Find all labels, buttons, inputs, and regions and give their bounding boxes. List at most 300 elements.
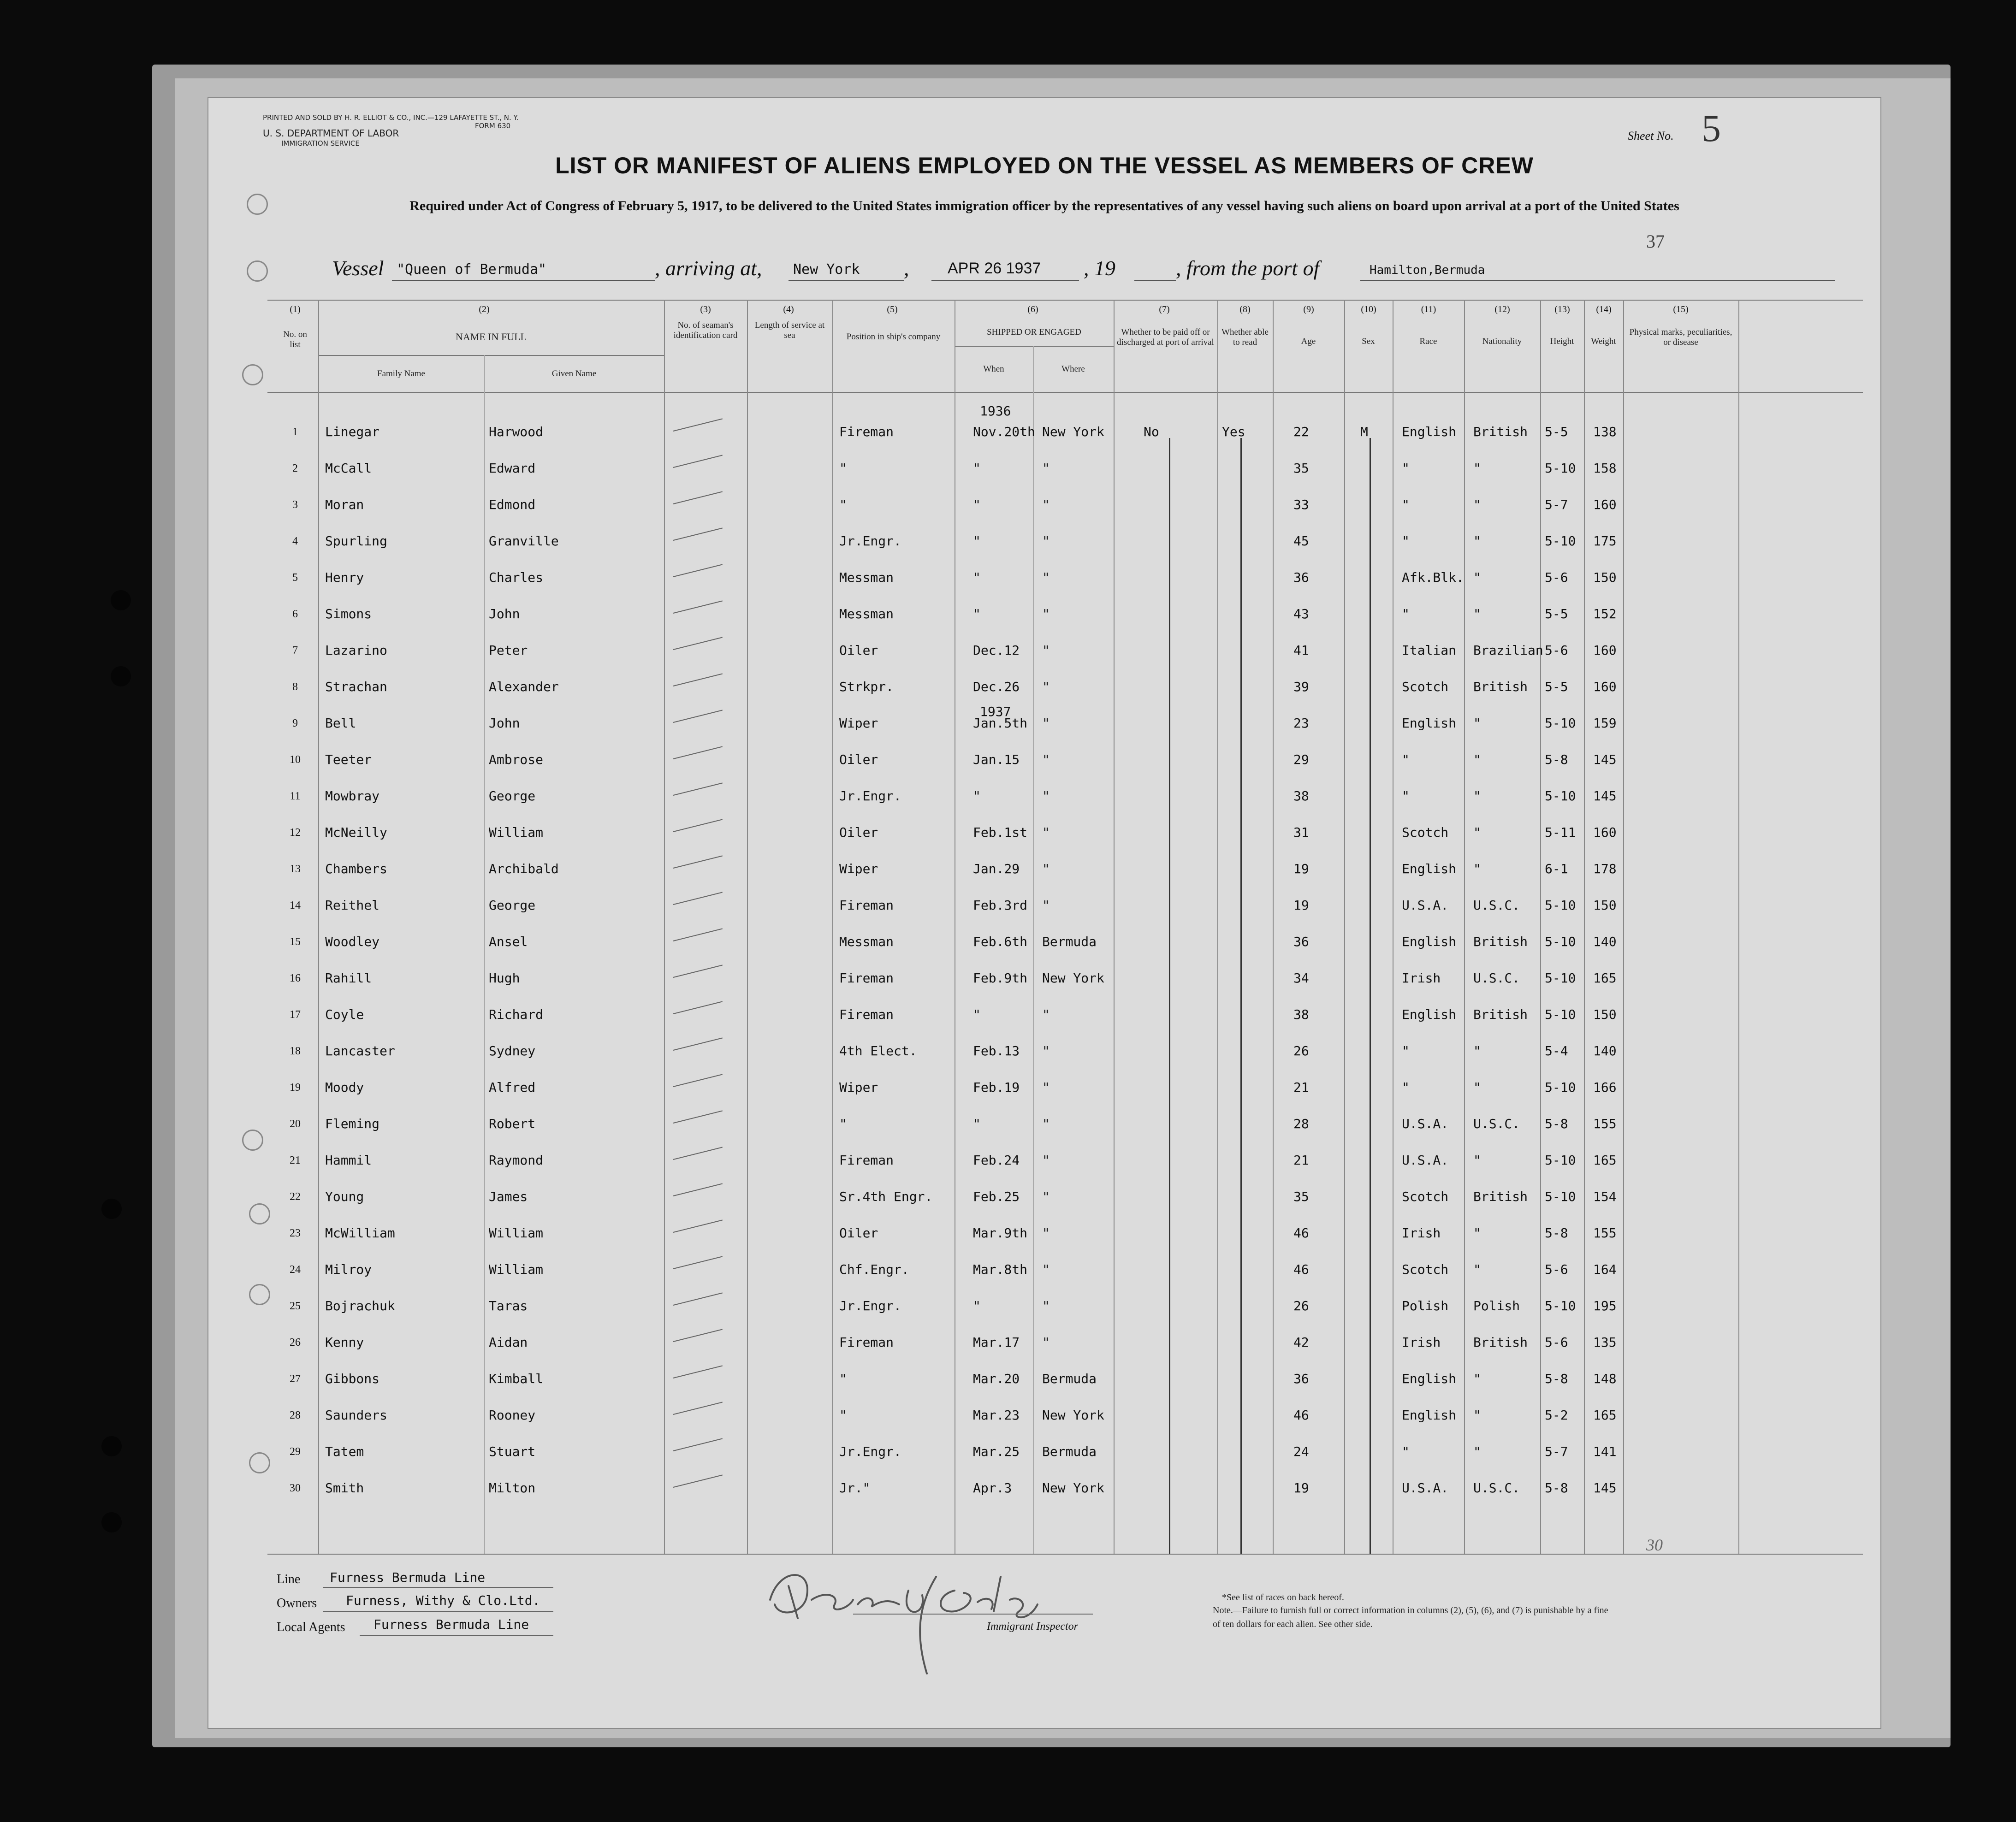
row-number: 22 [290, 1191, 301, 1203]
cell-race: U.S.A. [1402, 1153, 1449, 1168]
cell-weight: 148 [1593, 1371, 1617, 1386]
cell-race: " [1402, 788, 1410, 804]
ditto-line [1169, 438, 1170, 1554]
cell-nationality: " [1473, 1080, 1481, 1095]
col-number: (2) [479, 304, 490, 314]
cell-nationality: " [1473, 1371, 1481, 1386]
cell-where: " [1042, 1116, 1050, 1131]
cell-race: English [1402, 1007, 1457, 1022]
cell-height: 5-7 [1545, 497, 1568, 512]
cell-where: New York [1042, 1480, 1104, 1496]
cell-weight: 166 [1593, 1080, 1617, 1095]
cell-height: 5-6 [1545, 643, 1568, 658]
cell-when: Mar.9th [973, 1225, 1028, 1241]
cell-age: 22 [1293, 424, 1309, 439]
cell-age: 36 [1293, 570, 1309, 585]
id-card-dash [673, 1147, 723, 1160]
cell-nationality: " [1473, 570, 1481, 585]
cell-when: Feb.19 [973, 1080, 1020, 1095]
year-label: , 19 [1084, 256, 1115, 280]
cell-position: Messman [839, 606, 894, 621]
cell-position: Oiler [839, 643, 878, 658]
row-number: 19 [290, 1082, 301, 1094]
cell-when: " [973, 1116, 981, 1131]
id-card-dash [673, 418, 723, 432]
cell-given: Robert [489, 1116, 536, 1131]
cell-family: Smith [325, 1480, 364, 1496]
cell-given: Stuart [489, 1444, 536, 1459]
row-number: 5 [292, 572, 298, 584]
row-number: 16 [290, 972, 301, 984]
cell-height: 5-8 [1545, 1116, 1568, 1131]
row-number: 15 [290, 936, 301, 948]
row-number: 13 [290, 863, 301, 875]
cell-height: 5-10 [1545, 1153, 1576, 1168]
cell-nationality: " [1473, 788, 1481, 804]
col-number: (4) [783, 304, 794, 314]
cell-family: Mowbray [325, 788, 380, 804]
cell-position: Fireman [839, 1335, 894, 1350]
id-card-dash [673, 1074, 723, 1087]
col-rule [1623, 300, 1624, 1554]
punch-ring [242, 1130, 263, 1151]
row-number: 9 [292, 717, 298, 729]
cell-height: 5-6 [1545, 1335, 1568, 1350]
cell-where: New York [1042, 424, 1104, 439]
cell-family: Simons [325, 606, 372, 621]
header-able-read: Whether able to read [1221, 327, 1269, 347]
cell-nationality: " [1473, 1043, 1481, 1059]
cell-race: English [1402, 1408, 1457, 1423]
cell-where: " [1042, 533, 1050, 549]
cell-height: 5-5 [1545, 606, 1568, 621]
cell-family: Spurling [325, 533, 387, 549]
cell-when: " [973, 1007, 981, 1022]
vessel-label: Vessel [332, 256, 384, 280]
cell-given: Raymond [489, 1153, 544, 1168]
header-name-in-full: NAME IN FULL [456, 331, 527, 343]
col-number: (11) [1421, 304, 1436, 314]
cell-height: 5-10 [1545, 1007, 1576, 1022]
page-subtitle: Required under Act of Congress of February 5, 1917, to be delivered to the United States immigration officer by the representatives of any vessel having such aliens on board upon arrival at a port of the United States [409, 198, 1679, 213]
cell-height: 5-5 [1545, 679, 1568, 694]
cell-family: Henry [325, 570, 364, 585]
from-label: , from the port of [1176, 256, 1320, 280]
cell-weight: 158 [1593, 461, 1617, 476]
col-number: (13) [1554, 304, 1570, 314]
cell-given: John [489, 716, 520, 731]
cell-nationality: " [1473, 752, 1481, 767]
cell-weight: 150 [1593, 570, 1617, 585]
col-number: (1) [290, 304, 301, 314]
name-subheader-rule [318, 355, 664, 356]
cell-nationality: " [1473, 1153, 1481, 1168]
cell-weight: 160 [1593, 643, 1617, 658]
agents-value: Furness Bermuda Line [374, 1617, 529, 1632]
cell-family: Teeter [325, 752, 372, 767]
cell-nationality: " [1473, 497, 1481, 512]
from-port: Hamilton,Bermuda [1370, 263, 1485, 277]
cell-race: " [1402, 497, 1410, 512]
cell-age: 28 [1293, 1116, 1309, 1131]
cell-when: Feb.24 [973, 1153, 1020, 1168]
cell-when: " [973, 1298, 981, 1313]
cell-given: Harwood [489, 424, 544, 439]
cell-weight: 150 [1593, 898, 1617, 913]
cell-where: " [1042, 898, 1050, 913]
cell-position: " [839, 1408, 847, 1423]
cell-family: Strachan [325, 679, 387, 694]
binder-hole [101, 1436, 122, 1456]
cell-when: Jan.29 [973, 861, 1020, 876]
vessel-underline [392, 280, 655, 281]
cell-nationality: U.S.C. [1473, 898, 1520, 913]
cell-race: U.S.A. [1402, 898, 1449, 913]
col-number: (6) [1027, 304, 1038, 314]
cell-position: Jr.Engr. [839, 788, 901, 804]
cell-when: Feb.3rd [973, 898, 1028, 913]
inspector-label: Immigrant Inspector [987, 1621, 1078, 1633]
col-rule [484, 355, 485, 1554]
cell-where: " [1042, 716, 1050, 731]
cell-where: " [1042, 570, 1050, 585]
id-card-dash [673, 1219, 723, 1233]
row-number: 25 [290, 1300, 301, 1312]
cell-age: 21 [1293, 1080, 1309, 1095]
cell-height: 5-8 [1545, 1371, 1568, 1386]
margin-number: 37 [1646, 231, 1665, 252]
cell-when: Dec.12 [973, 643, 1020, 658]
races-note: *See list of races on back hereof. [1222, 1592, 1344, 1603]
cell-given: Alfred [489, 1080, 536, 1095]
date-stamp: APR 26 1937 [948, 260, 1041, 277]
cell-weight: 150 [1593, 1007, 1617, 1022]
id-card-dash [673, 1329, 723, 1342]
cell-age: 36 [1293, 1371, 1309, 1386]
cell-where: " [1042, 643, 1050, 658]
cell-weight: 178 [1593, 861, 1617, 876]
row-number: 2 [292, 462, 298, 474]
cell-age: 31 [1293, 825, 1309, 840]
id-card-dash [673, 1474, 723, 1488]
cell-given: Edward [489, 461, 536, 476]
cell-when: Jan.15 [973, 752, 1020, 767]
cell-where: " [1042, 1298, 1050, 1313]
cell-age: 46 [1293, 1225, 1309, 1241]
cell-when: Mar.20 [973, 1371, 1020, 1386]
cell-age: 19 [1293, 898, 1309, 913]
cell-given: Rooney [489, 1408, 536, 1423]
cell-paid-off: No [1144, 424, 1159, 439]
cell-race: Irish [1402, 970, 1441, 986]
comma-label: , [904, 256, 909, 280]
cell-age: 26 [1293, 1043, 1309, 1059]
id-card-dash [673, 964, 723, 978]
cell-age: 29 [1293, 752, 1309, 767]
cell-given: James [489, 1189, 528, 1204]
cell-race: English [1402, 861, 1457, 876]
cell-race: Irish [1402, 1225, 1441, 1241]
id-card-dash [673, 782, 723, 796]
cell-where: " [1042, 461, 1050, 476]
cell-height: 5-8 [1545, 1225, 1568, 1241]
row-number: 18 [290, 1045, 301, 1057]
cell-given: Ansel [489, 934, 528, 949]
id-card-dash [673, 1037, 723, 1051]
cell-family: Woodley [325, 934, 380, 949]
cell-position: Jr.Engr. [839, 1298, 901, 1313]
row-number: 3 [292, 499, 298, 511]
cell-height: 5-10 [1545, 1080, 1576, 1095]
agents-label: Local Agents [277, 1620, 345, 1634]
cell-where: " [1042, 1080, 1050, 1095]
cell-family: Lancaster [325, 1043, 395, 1059]
binder-hole [111, 590, 131, 610]
cell-height: 5-10 [1545, 1189, 1576, 1204]
id-card-dash [673, 855, 723, 869]
cell-family: Kenny [325, 1335, 364, 1350]
cell-weight: 160 [1593, 497, 1617, 512]
cell-race: Scotch [1402, 825, 1449, 840]
id-card-dash [673, 1110, 723, 1124]
cell-nationality: British [1473, 424, 1528, 439]
cell-given: Aidan [489, 1335, 528, 1350]
cell-height: 5-7 [1545, 1444, 1568, 1459]
header-nationality: Nationality [1482, 337, 1522, 346]
cell-race: Afk.Blk. [1402, 570, 1464, 585]
cell-nationality: " [1473, 1225, 1481, 1241]
cell-race: English [1402, 934, 1457, 949]
cell-nationality: British [1473, 1007, 1528, 1022]
cell-read: Yes [1222, 424, 1245, 439]
arriving-underline [789, 280, 904, 281]
id-card-dash [673, 564, 723, 577]
cell-sex: M [1360, 424, 1368, 439]
cell-given: William [489, 1225, 544, 1241]
cell-when: Feb.13 [973, 1043, 1020, 1059]
form-number: FORM 630 [475, 122, 511, 130]
cell-family: McCall [325, 461, 372, 476]
cell-given: George [489, 788, 536, 804]
row-number: 1 [292, 426, 298, 438]
cell-when: " [973, 497, 981, 512]
cell-weight: 155 [1593, 1225, 1617, 1241]
cell-when: " [973, 788, 981, 804]
cell-family: Coyle [325, 1007, 364, 1022]
cell-family: Young [325, 1189, 364, 1204]
cell-family: Bell [325, 716, 356, 731]
cell-family: Milroy [325, 1262, 372, 1277]
cell-where: " [1042, 1007, 1050, 1022]
cell-weight: 140 [1593, 1043, 1617, 1059]
cell-position: Jr.Engr. [839, 1444, 901, 1459]
cell-nationality: " [1473, 716, 1481, 731]
col-rule [832, 300, 833, 1554]
id-card-dash [673, 1402, 723, 1415]
header-given-name: Given Name [551, 369, 597, 379]
cell-given: Archibald [489, 861, 559, 876]
id-card-dash [673, 819, 723, 832]
cell-position: Chf.Engr. [839, 1262, 909, 1277]
cell-family: Saunders [325, 1408, 387, 1423]
header-age: Age [1301, 337, 1316, 346]
cell-family: Tatem [325, 1444, 364, 1459]
ditto-line [1240, 438, 1242, 1554]
cell-family: Lazarino [325, 643, 387, 658]
cell-given: Hugh [489, 970, 520, 986]
col-rule [664, 300, 665, 1554]
cell-given: Taras [489, 1298, 528, 1313]
cell-family: Gibbons [325, 1371, 380, 1386]
cell-race: English [1402, 716, 1457, 731]
owners-value: Furness, Withy & Clo.Ltd. [346, 1593, 540, 1608]
cell-family: Hammil [325, 1153, 372, 1168]
id-card-dash [673, 1256, 723, 1269]
inspector-underline [853, 1614, 1093, 1615]
year-note: 1937 [980, 704, 1011, 719]
id-card-dash [673, 1292, 723, 1306]
cell-where: Bermuda [1042, 1444, 1097, 1459]
cell-given: Sydney [489, 1043, 536, 1059]
line-value: Furness Bermuda Line [330, 1570, 486, 1585]
binder-hole [111, 666, 131, 686]
cell-race: Italian [1402, 643, 1457, 658]
cell-race: Irish [1402, 1335, 1441, 1350]
cell-weight: 145 [1593, 1480, 1617, 1496]
cell-weight: 140 [1593, 934, 1617, 949]
cell-nationality: " [1473, 1408, 1481, 1423]
id-card-dash [673, 673, 723, 686]
header-length-service: Length of service at sea [754, 320, 825, 340]
line-label: Line [277, 1572, 301, 1586]
binder-hole [101, 1199, 122, 1219]
cell-family: Linegar [325, 424, 380, 439]
cell-height: 5-10 [1545, 461, 1576, 476]
from-underline [1360, 280, 1835, 281]
cell-weight: 155 [1593, 1116, 1617, 1131]
cell-height: 5-6 [1545, 570, 1568, 585]
header-when: When [983, 364, 1004, 374]
cell-position: Fireman [839, 898, 894, 913]
cell-nationality: U.S.C. [1473, 1116, 1520, 1131]
row-number: 11 [290, 790, 301, 802]
cell-age: 36 [1293, 934, 1309, 949]
cell-given: John [489, 606, 520, 621]
cell-where: Bermuda [1042, 1371, 1097, 1386]
cell-race: Scotch [1402, 1189, 1449, 1204]
cell-weight: 154 [1593, 1189, 1617, 1204]
cell-weight: 175 [1593, 533, 1617, 549]
date-underline [931, 280, 1079, 281]
id-card-dash [673, 600, 723, 614]
cell-where: " [1042, 788, 1050, 804]
cell-where: " [1042, 752, 1050, 767]
cell-nationality: " [1473, 461, 1481, 476]
cell-nationality: British [1473, 679, 1528, 694]
cell-nationality: British [1473, 1335, 1528, 1350]
cell-given: Charles [489, 570, 544, 585]
cell-when: Feb.6th [973, 934, 1028, 949]
vessel-line [332, 256, 1835, 284]
cell-age: 38 [1293, 1007, 1309, 1022]
cell-when: Apr.3 [973, 1480, 1012, 1496]
header-sex: Sex [1362, 337, 1375, 346]
cell-weight: 160 [1593, 825, 1617, 840]
cell-height: 5-10 [1545, 970, 1576, 986]
cell-race: " [1402, 1444, 1410, 1459]
cell-weight: 141 [1593, 1444, 1617, 1459]
cell-when: Mar.25 [973, 1444, 1020, 1459]
cell-when: Feb.25 [973, 1189, 1020, 1204]
cell-position: " [839, 461, 847, 476]
row-number: 7 [292, 645, 298, 657]
department-label: U. S. DEPARTMENT OF LABOR [263, 128, 399, 139]
cell-position: Wiper [839, 716, 878, 731]
cell-race: " [1402, 606, 1410, 621]
id-card-dash [673, 710, 723, 723]
col-rule [747, 300, 748, 1554]
cell-height: 5-10 [1545, 716, 1576, 731]
cell-age: 38 [1293, 788, 1309, 804]
crew-table [267, 300, 1863, 1554]
cell-height: 5-10 [1545, 533, 1576, 549]
cell-race: " [1402, 1043, 1410, 1059]
row-number: 26 [290, 1337, 301, 1349]
cell-race: English [1402, 424, 1457, 439]
cell-weight: 145 [1593, 752, 1617, 767]
row-number: 30 [290, 1482, 301, 1494]
page-title: LIST OR MANIFEST OF ALIENS EMPLOYED ON THE VESSEL AS MEMBERS OF CREW [555, 153, 1534, 178]
cell-where: " [1042, 497, 1050, 512]
cell-race: " [1402, 461, 1410, 476]
cell-age: 34 [1293, 970, 1309, 986]
cell-position: Fireman [839, 424, 894, 439]
cell-when: Feb.9th [973, 970, 1028, 986]
header-weight: Weight [1591, 337, 1616, 346]
cell-family: McWilliam [325, 1225, 395, 1241]
cell-position: " [839, 497, 847, 512]
row-number: 8 [292, 681, 298, 693]
cell-age: 35 [1293, 1189, 1309, 1204]
row-number: 17 [290, 1009, 301, 1021]
cell-given: Alexander [489, 679, 559, 694]
header-height: Height [1550, 337, 1574, 346]
cell-race: Scotch [1402, 1262, 1449, 1277]
shipped-subheader-rule [955, 346, 1114, 347]
cell-age: 23 [1293, 716, 1309, 731]
punch-ring [247, 260, 268, 282]
agents-underline [360, 1635, 553, 1636]
cell-race: " [1402, 1080, 1410, 1095]
cell-race: " [1402, 752, 1410, 767]
header-no-on-list: No. on list [283, 330, 307, 349]
cell-weight: 195 [1593, 1298, 1617, 1313]
row-number: 6 [292, 608, 298, 620]
cell-age: 33 [1293, 497, 1309, 512]
cell-given: William [489, 825, 544, 840]
id-card-dash [673, 527, 723, 541]
cell-position: Wiper [839, 861, 878, 876]
cell-nationality: " [1473, 861, 1481, 876]
cell-nationality: " [1473, 533, 1481, 549]
cell-age: 19 [1293, 861, 1309, 876]
cell-family: Moran [325, 497, 364, 512]
cell-where: " [1042, 606, 1050, 621]
col-rule [1344, 300, 1345, 1554]
row-number: 24 [290, 1264, 301, 1276]
cell-when: " [973, 606, 981, 621]
col-number: (8) [1239, 304, 1251, 314]
